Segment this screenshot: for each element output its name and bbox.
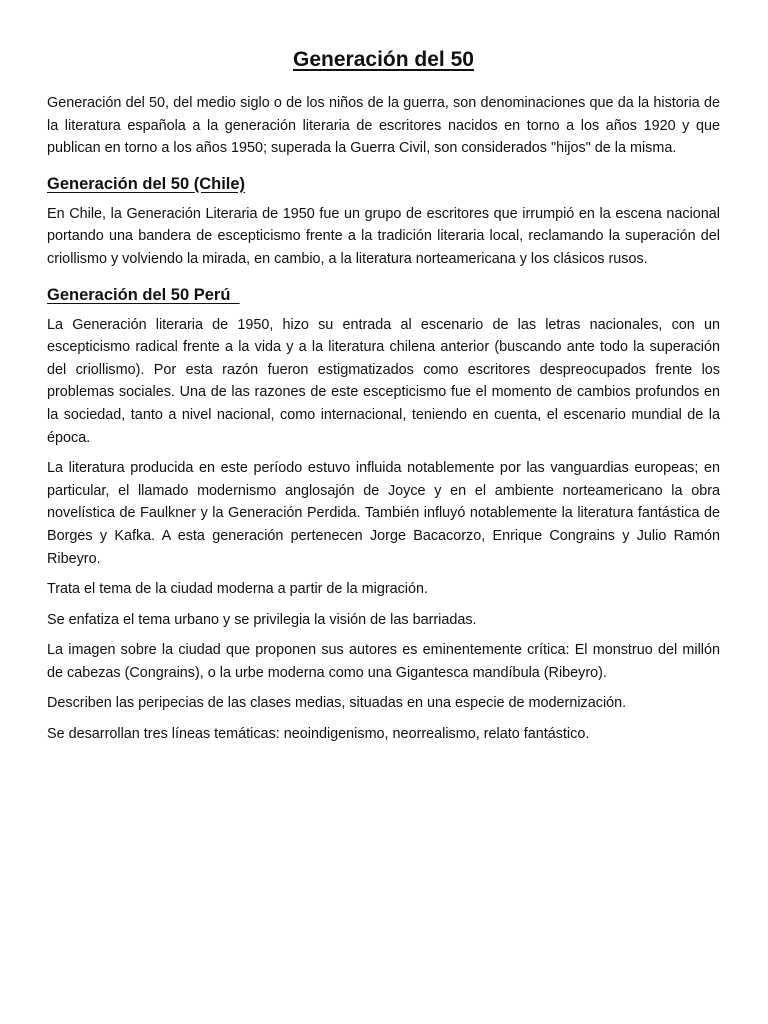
document-title: Generación del 50: [293, 48, 474, 71]
peru-paragraph: La imagen sobre la ciudad que proponen sus autores es eminentemente crítica: El monstruo del millón de cabezas (Congrains), o la urbe moderna como una Gigantesca mandíbula (Ribeyro).: [47, 642, 720, 681]
peru-paragraph: Se enfatiza el tema urbano y se privilegia la visión de las barriadas.: [47, 611, 477, 628]
chile-paragraph: En Chile, la Generación Literaria de 1950 fue un grupo de escritores que irrumpió en la escena nacional portando una bandera de escepticismo frente a la tradición literaria local, reclamando la superación del criollismo y volviendo la mirada, en cambio, a la literatura norteamericana y los clásicos rusos.: [47, 205, 720, 267]
peru-section-heading: Generación del 50 Perú: [47, 285, 240, 304]
peru-paragraph: Se desarrollan tres líneas temáticas: neoindigenismo, neorrealismo, relato fantástico.: [47, 726, 590, 743]
chile-section-heading: Generación del 50 (Chile): [47, 174, 246, 193]
peru-paragraph: Describen las peripecias de las clases medias, situadas en una especie de modernización.: [47, 695, 627, 712]
peru-paragraph: Trata el tema de la ciudad moderna a partir de la migración.: [47, 581, 429, 598]
peru-paragraph: La literatura producida en este período estuvo influida notablemente por las vanguardias europeas; en particular, el llamado modernismo anglosajón de Joyce y en el ambiente norteamericano la obra novelística de Faulkner y la Generación Perdida. También influyó notablemente la literatura fantástica de Borges y Kafka. A esta generación pertenecen Jorge Bacacorzo, Enrique Congrains y Julio Ramón Ribeyro.: [47, 460, 720, 567]
intro-paragraph: Generación del 50, del medio siglo o de los niños de la guerra, son denominaciones que da la historia de la literatura española a la generación literaria de escritores nacidos en torno a los años 1920 y que publican en torno a los años 1950; superada la Guerra Civil, son considerados "hijos" de la misma.: [47, 95, 720, 157]
peru-paragraph: La Generación literaria de 1950, hizo su entrada al escenario de las letras nacionales, con un escepticismo radical frente a la vida y a la literatura chilena anterior (buscando ante todo la superación del criollismo). Por esta razón fueron estigmatizados como escritores despreocupados frente los problemas sociales. Una de las razones de este escepticismo fue el momento de cambios profundos en la sociedad, tanto a nivel nacional, como internacional, teniendo en cuenta, el escenario mundial de la época.: [47, 316, 720, 446]
